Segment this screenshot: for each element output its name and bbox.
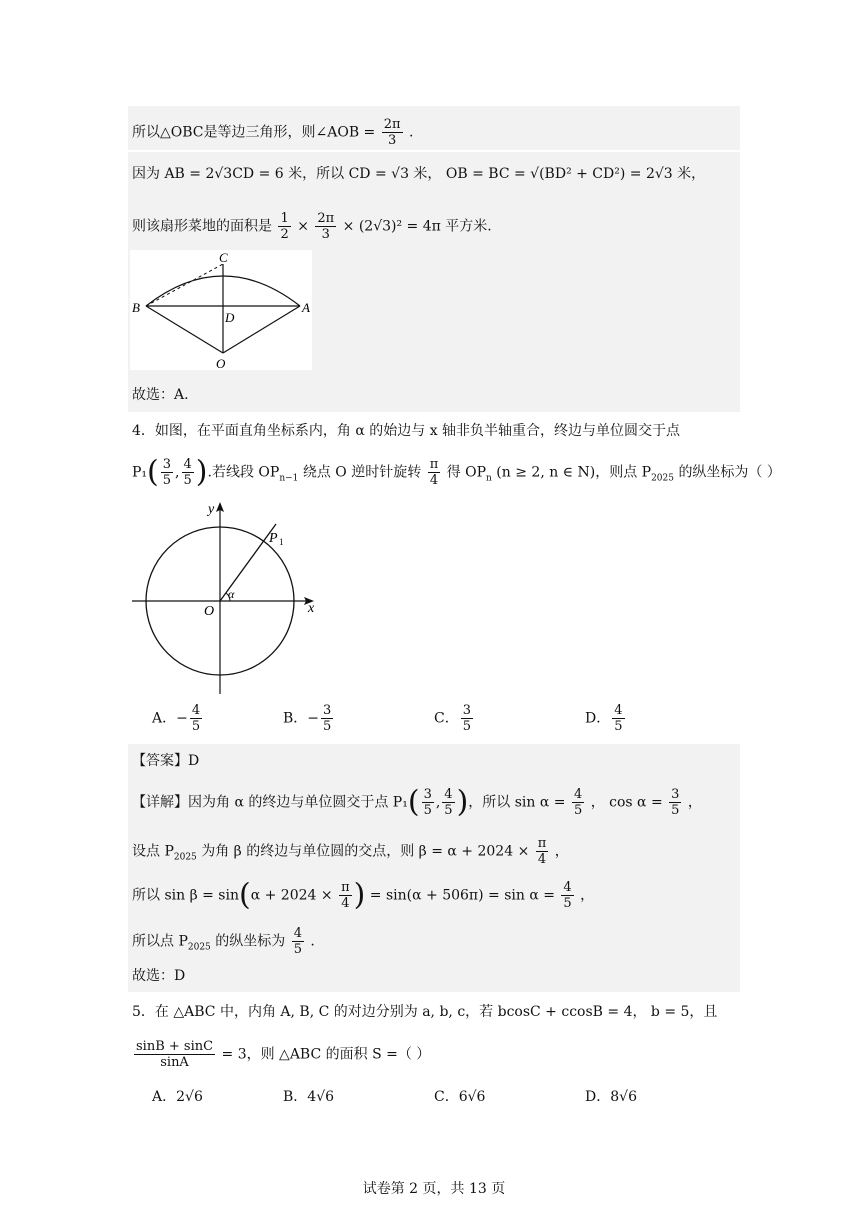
q4-option-b: B．− $\frac{3}{5}$ [283, 703, 332, 734]
svg-text:D: D [225, 310, 235, 325]
svg-text:C: C [219, 250, 228, 265]
question4-line-2: P₁( $\frac{3}{5}$ , $\frac{4}{5}$ ).若线段 $OP_{n-1}$ 绕点 O 逆时针旋转 $\frac{\pi}{4}$ 得 $OP_n$ (n ≥ 2, n ∈ N)，则点 $P_{2025}$ 的纵坐标为（ ） [132, 454, 781, 490]
solution-line-1: 所以△OBC是等边三角形，则∠AOB = $\frac{2\pi}{3}$ . [132, 117, 414, 148]
q4-option-d: D． $\frac{4}{5}$ [585, 703, 623, 734]
q4-option-a: A．− $\frac{4}{5}$ [152, 703, 201, 734]
svg-text:1: 1 [279, 537, 284, 547]
so-line: 所以 sin β = sin(α + 2024 × $\frac{\pi}{4}$ ) = sin(α + 506π) = sin α = $\frac{4}{5}$ ， [132, 877, 595, 913]
sector-figure [130, 250, 312, 370]
final-line: 所以点 $P_{2025}$ 的纵坐标为 $\frac{4}{5}$ . [132, 926, 315, 957]
answer-line: 【答案】D [132, 753, 200, 769]
detail-line: 【详解】因为角 α 的终边与单位圆交于点 P₁( $\frac{3}{5}$ , $\frac{4}{5}$ )，所以 sin α = $\frac{4}{5}$ ， cos α = $\frac{3}{5}$ ， [132, 784, 702, 820]
solution-line-2: 因为 AB = 2√3CD = 6 米，所以 CD = √3 米， OB = BC = √(BD² + CD²) = 2√3 米， [132, 166, 706, 182]
question4-line-1: 4．如图，在平面直角坐标系内，角 α 的始边与 x 轴非负半轴重合，终边与单位圆交于点 [132, 423, 681, 439]
answer-choice: 故选：D [132, 968, 186, 984]
question5-line-2: $\frac{\sin B + \sin C}{\sin A}$ = 3，则 △ABC 的面积 S =（ ） [136, 1039, 431, 1070]
svg-text:y: y [208, 502, 215, 517]
solution-line-3: 则该扇形菜地的面积是 $\frac{1}{2}$ × $\frac{2\pi}{3}$ × (2√3)² = 4π 平方米. [132, 211, 492, 242]
q5-option-b: B．4√6 [283, 1089, 335, 1105]
question5-line-1: 5．在 △ABC 中，内角 A, B, C 的对边分别为 a, b, c，若 bcosC + ccosB = 4， b = 5，且 [132, 1004, 718, 1020]
unit-circle-figure [130, 498, 330, 698]
q5-option-d: D．8√6 [585, 1089, 637, 1105]
q5-option-a: A．2√6 [152, 1089, 203, 1105]
q4-option-c: C． $\frac{3}{5}$ [434, 703, 471, 734]
svg-text:x: x [308, 601, 315, 616]
fraction: $\frac{2\pi}{3}$ [383, 117, 401, 148]
svg-text:B: B [132, 300, 140, 315]
svg-text:P: P [269, 531, 278, 546]
svg-text:α: α [228, 587, 235, 601]
svg-text:O: O [204, 604, 215, 619]
page-footer: 试卷第 2 页，共 13 页 [362, 1181, 506, 1197]
solution-choice: 故选：A. [132, 387, 189, 403]
set-point-line: 设点 $P_{2025}$ 为角 β 的终边与单位圆的交点，则 β = α + 2024 × $\frac{\pi}{4}$ ， [132, 836, 569, 867]
svg-text:O: O [216, 356, 226, 370]
q5-option-c: C．6√6 [434, 1089, 486, 1105]
svg-text:A: A [302, 300, 310, 315]
